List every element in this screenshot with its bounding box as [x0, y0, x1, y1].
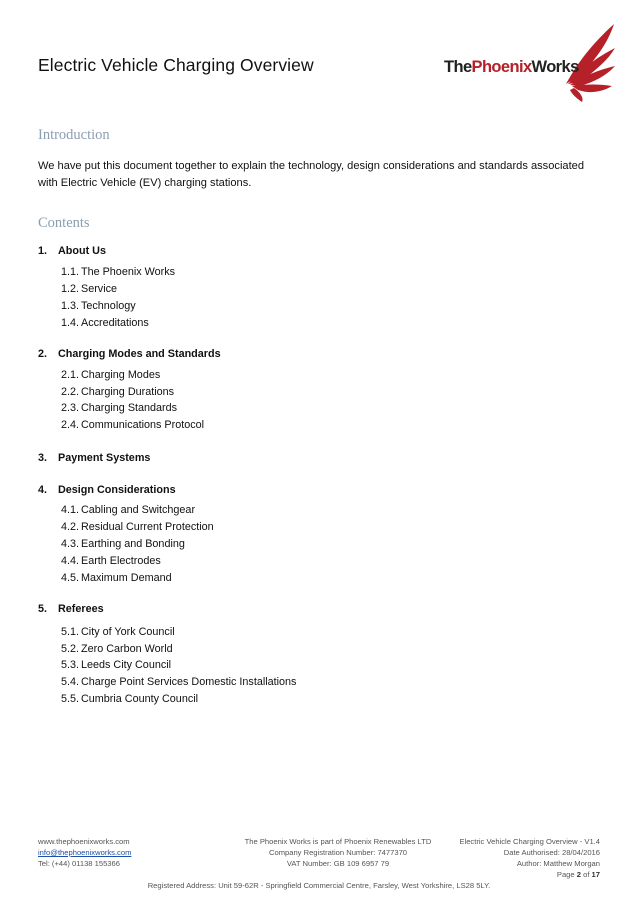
document-title: Electric Vehicle Charging Overview	[38, 55, 314, 75]
toc-item: 4.4. Earth Electrodes	[61, 555, 161, 567]
toc-item: 2.1. Charging Modes	[61, 369, 161, 381]
toc-section: 3. Payment Systems	[38, 452, 151, 464]
footer-website-link[interactable]: www.thephoenixworks.com	[38, 837, 130, 846]
footer-author: Author: Matthew Morgan	[516, 859, 600, 868]
toc-item: 2.3. Charging Standards	[61, 402, 178, 414]
introduction-text: We have put this document together to explain the technology, design considerations and standards associated with Electric Vehicle (EV) charging stations.	[38, 160, 584, 189]
footer-page-number: Page 2 of 17	[556, 870, 600, 879]
toc-item: 5.4. Charge Point Services Domestic Installations	[61, 676, 297, 688]
footer-email-link[interactable]: info@thephoenixworks.com	[38, 848, 132, 857]
toc-item: 4.5. Maximum Demand	[61, 572, 172, 584]
toc-section: 1. About Us	[38, 245, 106, 257]
contents-heading: Contents	[38, 215, 90, 231]
toc-item: 5.5. Cumbria County Council	[61, 693, 199, 705]
footer-date-authorised: Date Authorised: 28/04/2016	[503, 848, 600, 857]
toc-item: 4.3. Earthing and Bonding	[61, 538, 185, 550]
toc-item: 2.2. Charging Durations	[61, 386, 175, 398]
footer-address: Registered Address: Unit 59-62R - Springfield Commercial Centre, Farsley, West Yorkshire, LS28 5LY.	[147, 881, 491, 890]
toc-item: 4.1. Cabling and Switchgear	[61, 504, 196, 516]
toc-section: 5. Referees	[38, 603, 104, 615]
toc-item: 1.2. Service	[61, 283, 118, 295]
company-logo	[440, 22, 615, 102]
toc-item: 1.4. Accreditations	[61, 317, 149, 329]
toc-item: 5.1. City of York Council	[61, 626, 175, 638]
toc-item: 5.3. Leeds City Council	[61, 659, 172, 671]
toc-item: 1.3. Technology	[61, 300, 136, 312]
footer-registration: Company Registration Number: 7477370	[268, 848, 408, 857]
toc-item: 1.1. The Phoenix Works	[61, 266, 176, 278]
toc-section: 4. Design Considerations	[38, 484, 176, 496]
footer-doc-version: Electric Vehicle Charging Overview - V1.4	[459, 837, 600, 846]
logo-wordmark: ThePhoenixWorks	[444, 58, 579, 76]
toc-item: 5.2. Zero Carbon World	[61, 643, 173, 655]
toc-section: 2. Charging Modes and Standards	[38, 348, 221, 360]
footer-phone: Tel: (+44) 01138 155366	[38, 859, 120, 868]
toc-item: 2.4. Communications Protocol	[61, 419, 205, 431]
toc-item: 4.2. Residual Current Protection	[61, 521, 214, 533]
footer-vat: VAT Number: GB 109 6957 79	[286, 859, 390, 868]
footer-company-line: The Phoenix Works is part of Phoenix Renewables LTD	[244, 837, 432, 846]
introduction-heading: Introduction	[38, 127, 110, 143]
